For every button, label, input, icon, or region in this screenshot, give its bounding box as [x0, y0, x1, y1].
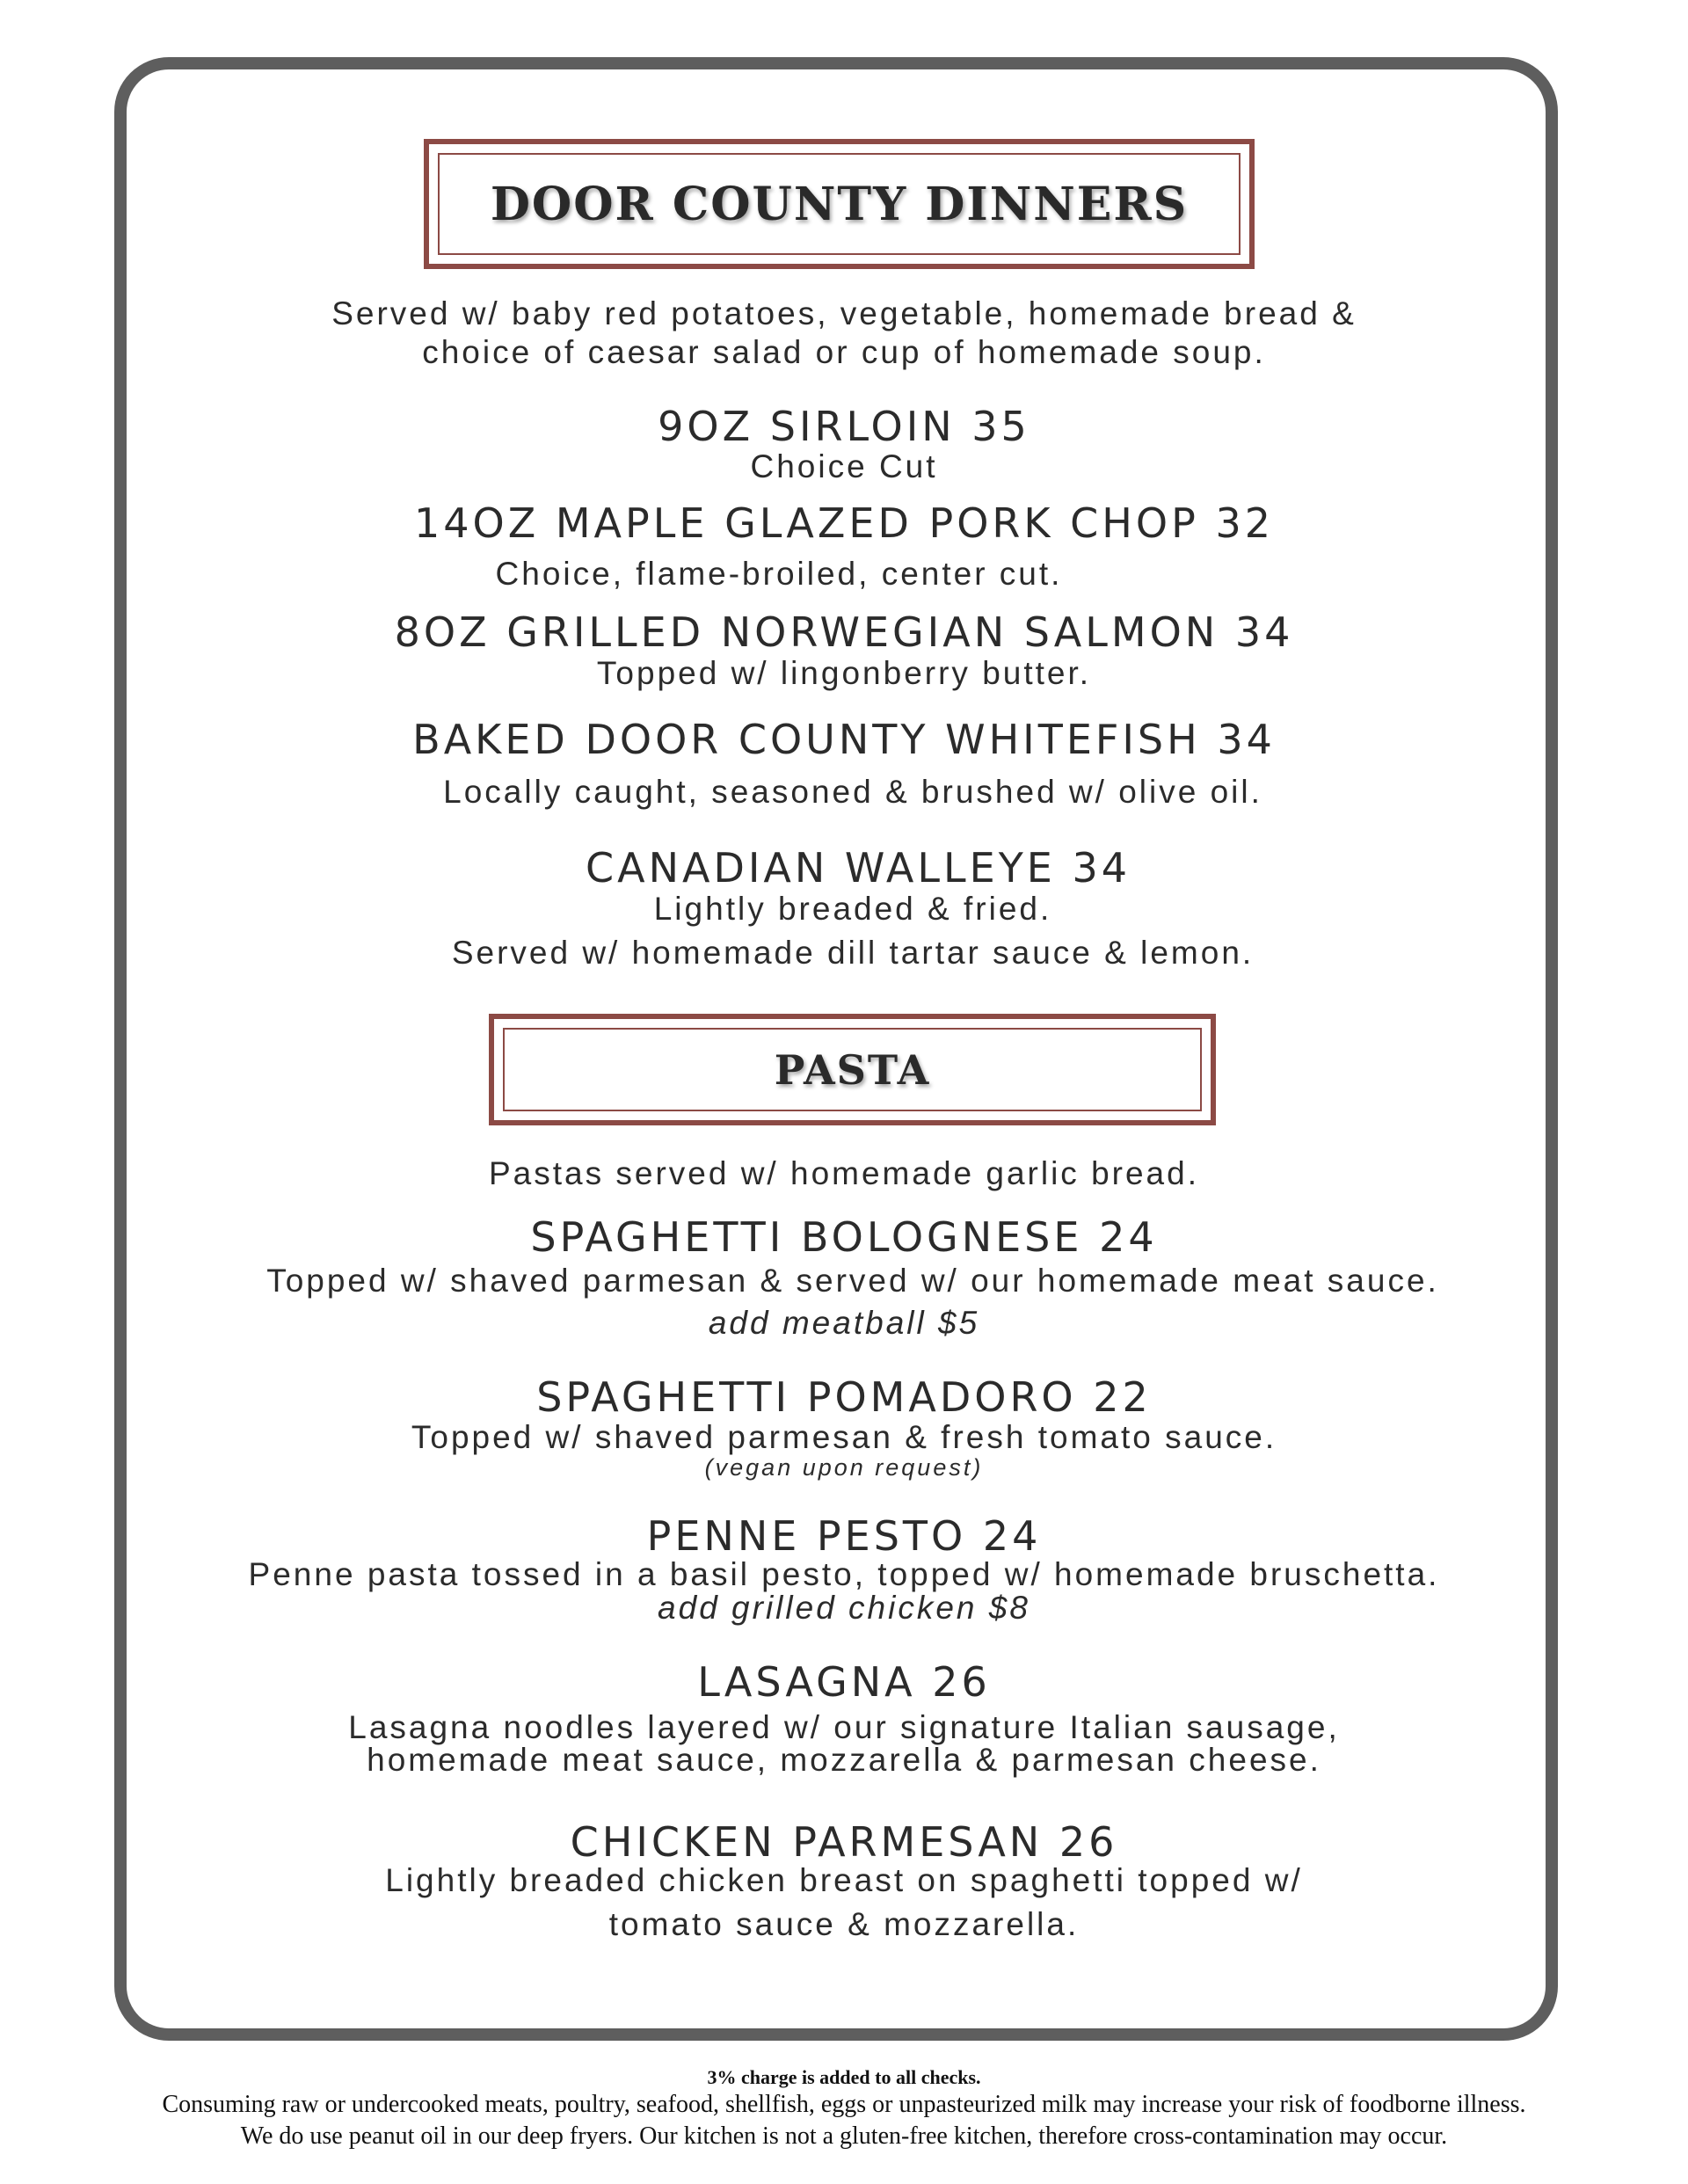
dish-description: tomato sauce & mozzarella. — [608, 1906, 1080, 1942]
dish-note: add grilled chicken $8 — [658, 1590, 1030, 1626]
dish-title: PENNE PESTO 24 — [646, 1512, 1042, 1560]
dish-description: Served w/ homemade dill tartar sauce & lemon. — [451, 935, 1255, 971]
dish-title: SPAGHETTI BOLOGNESE 24 — [530, 1213, 1158, 1261]
dish-description: Topped w/ shaved parmesan & fresh tomato sauce. — [411, 1419, 1277, 1455]
charge-notice: 3% charge is added to all checks. — [707, 2066, 981, 2088]
dinners-header-box — [424, 139, 1255, 269]
dish-description: Penne pasta tossed in a basil pesto, topped w/ homemade bruschetta. — [248, 1556, 1440, 1592]
dish-title: CANADIAN WALLEYE 34 — [585, 844, 1131, 892]
pasta-header: PASTA — [774, 1045, 931, 1094]
dinners-intro-line-2: choice of caesar salad or cup of homemade soup. — [422, 334, 1266, 370]
dish-description: Choice, flame-broiled, center cut. — [495, 556, 1063, 592]
dish-description: Lasagna noodles layered w/ our signature Italian sausage, — [348, 1709, 1340, 1745]
dish-title: SPAGHETTI POMADORO 22 — [536, 1373, 1152, 1421]
dinners-header: DOOR COUNTY DINNERS — [490, 177, 1189, 231]
dish-note: add meatball $5 — [708, 1305, 980, 1341]
dish-description: Choice Cut — [750, 448, 938, 484]
dinners-intro-line-1: Served w/ baby red potatoes, vegetable, homemade bread & — [331, 295, 1357, 331]
dish-description: homemade meat sauce, mozzarella & parmesan cheese. — [367, 1742, 1321, 1778]
dish-description: Lightly breaded & fried. — [653, 891, 1052, 927]
dish-title: 8OZ GRILLED NORWEGIAN SALMON 34 — [394, 608, 1294, 656]
dish-title: 9OZ SIRLOIN 35 — [658, 403, 1030, 450]
pasta-header-box — [489, 1014, 1216, 1125]
dish-description: Lightly breaded chicken breast on spaghetti topped w/ — [385, 1862, 1303, 1898]
dish-description: Topped w/ shaved parmesan & served w/ our homemade meat sauce. — [266, 1263, 1439, 1299]
dish-description: Topped w/ lingonberry butter. — [596, 655, 1092, 691]
dish-note: (vegan upon request) — [704, 1454, 984, 1481]
pasta-intro: Pastas served w/ homemade garlic bread. — [488, 1155, 1199, 1191]
allergen-warning: We do use peanut oil in our deep fryers. Our kitchen is not a gluten-free kitchen, therefore cross-contamination may occur. — [240, 2122, 1448, 2150]
dish-title: 14OZ MAPLE GLAZED PORK CHOP 32 — [413, 499, 1274, 547]
dish-title: LASAGNA 26 — [697, 1658, 991, 1706]
dish-title: BAKED DOOR COUNTY WHITEFISH 34 — [412, 716, 1276, 763]
food-safety-warning: Consuming raw or undercooked meats, poultry, seafood, shellfish, eggs or unpasteurized milk may increase your risk of foodborne illness. — [162, 2091, 1526, 2118]
dish-title: CHICKEN PARMESAN 26 — [570, 1818, 1118, 1866]
dish-description: Locally caught, seasoned & brushed w/ olive oil. — [443, 774, 1262, 810]
